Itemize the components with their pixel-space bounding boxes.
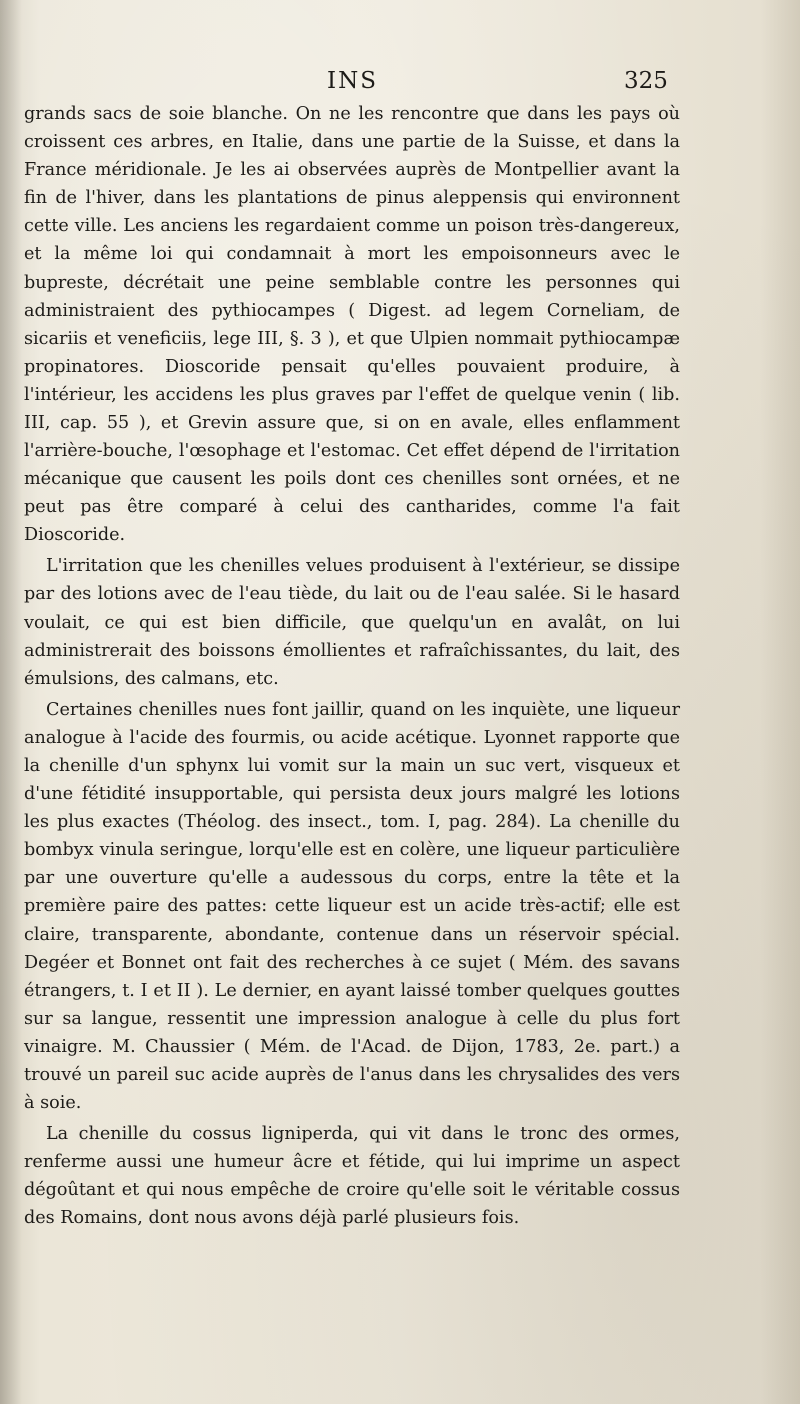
paragraph-4: La chenille du cossus ligniperda, qui vit dans le tronc des ormes, renferme aussi une humeur âcre et fétide, qui lui imprime un aspect dégoûtant et qui nous empêche de croire qu'elle soit le véritable cossus des Romains, dont nous avons déjà parlé plusieurs fois.	[24, 1124, 680, 1229]
page-number: 325	[624, 68, 668, 94]
spine-shadow	[0, 0, 22, 1404]
body-text	[24, 100, 680, 1232]
paragraph-2: L'irritation que les chenilles velues produisent à l'extérieur, se dissipe par des lotions avec de l'eau tiède, du lait ou de l'eau salée. Si le hasard voulait, ce qui est bien difficile, que quelqu'un en avalât, on lui administrerait des boissons émollientes et rafraîchissantes, du lait, des émulsions, des calmans, etc.	[24, 556, 680, 689]
paragraph-1: grands sacs de soie blanche. On ne les rencontre que dans les pays où croissent ces arbres, en Italie, dans une partie de la Suisse, et dans la France méridionale. Je les ai observées auprès de Montpellier avant la fin de l'hiver, dans les plantations de pinus aleppensis qui environnent cette ville. Les anciens les regardaient comme un poison très-dangereux, et la même loi qui condamnait à mort les empoisonneurs avec le bupreste, décrétait une peine semblable contre les personnes qui administraient des pythiocampes ( Digest. ad legem Corneliam, de sicariis et veneficiis, lege III, §. 3 ), et que Ulpien nommait pythiocampæ propinatores. Dioscoride pensait qu'elles pouvaient produire, à l'intérieur, les accidens les plus graves par l'effet de quelque venin ( lib. III, cap. 55 ), et Grevin assure que, si on en avale, elles enflamment l'arrière-bouche, l'œsophage et l'estomac. Cet effet dépend de l'irritation mécanique que causent les poils dont ces chenilles sont ornées, et ne peut pas être comparé à celui des cantharides, comme l'a fait Dioscoride.	[24, 104, 680, 546]
show-through-ink-bottom	[590, 1240, 800, 1330]
page-header	[0, 64, 800, 98]
paragraph-3: Certaines chenilles nues font jaillir, quand on les inquiète, une liqueur analogue à l'acide des fourmis, ou acide acétique. Lyonnet rapporte que la chenille d'un sphynx lui vomit sur la main un suc vert, visqueux et d'une fétidité insupportable, qui persista deux jours malgré les lotions les plus exactes (Théolog. des insect., tom. I, pag. 284). La chenille du bombyx vinula seringue, lorqu'elle est en colère, une liqueur particulière par une ouverture qu'elle a audessous du corps, entre la tête et la première paire des pattes: cette liqueur est un acide très-actif; elle est claire, transparente, abondante, contenue dans un réservoir spécial. Degéer et Bonnet ont fait des recherches à ce sujet ( Mém. des savans étrangers, t. I et II ). Le dernier, en ayant laissé tomber quelques gouttes sur sa langue, ressentit une impression analogue à celle du plus fort vinaigre. M. Chaussier ( Mém. de l'Acad. de Dijon, 1783, 2e. part.) a trouvé un pareil suc acide auprès de l'anus dans les chrysalides des vers à soie.	[24, 699, 680, 1114]
running-head: INS	[327, 68, 378, 94]
